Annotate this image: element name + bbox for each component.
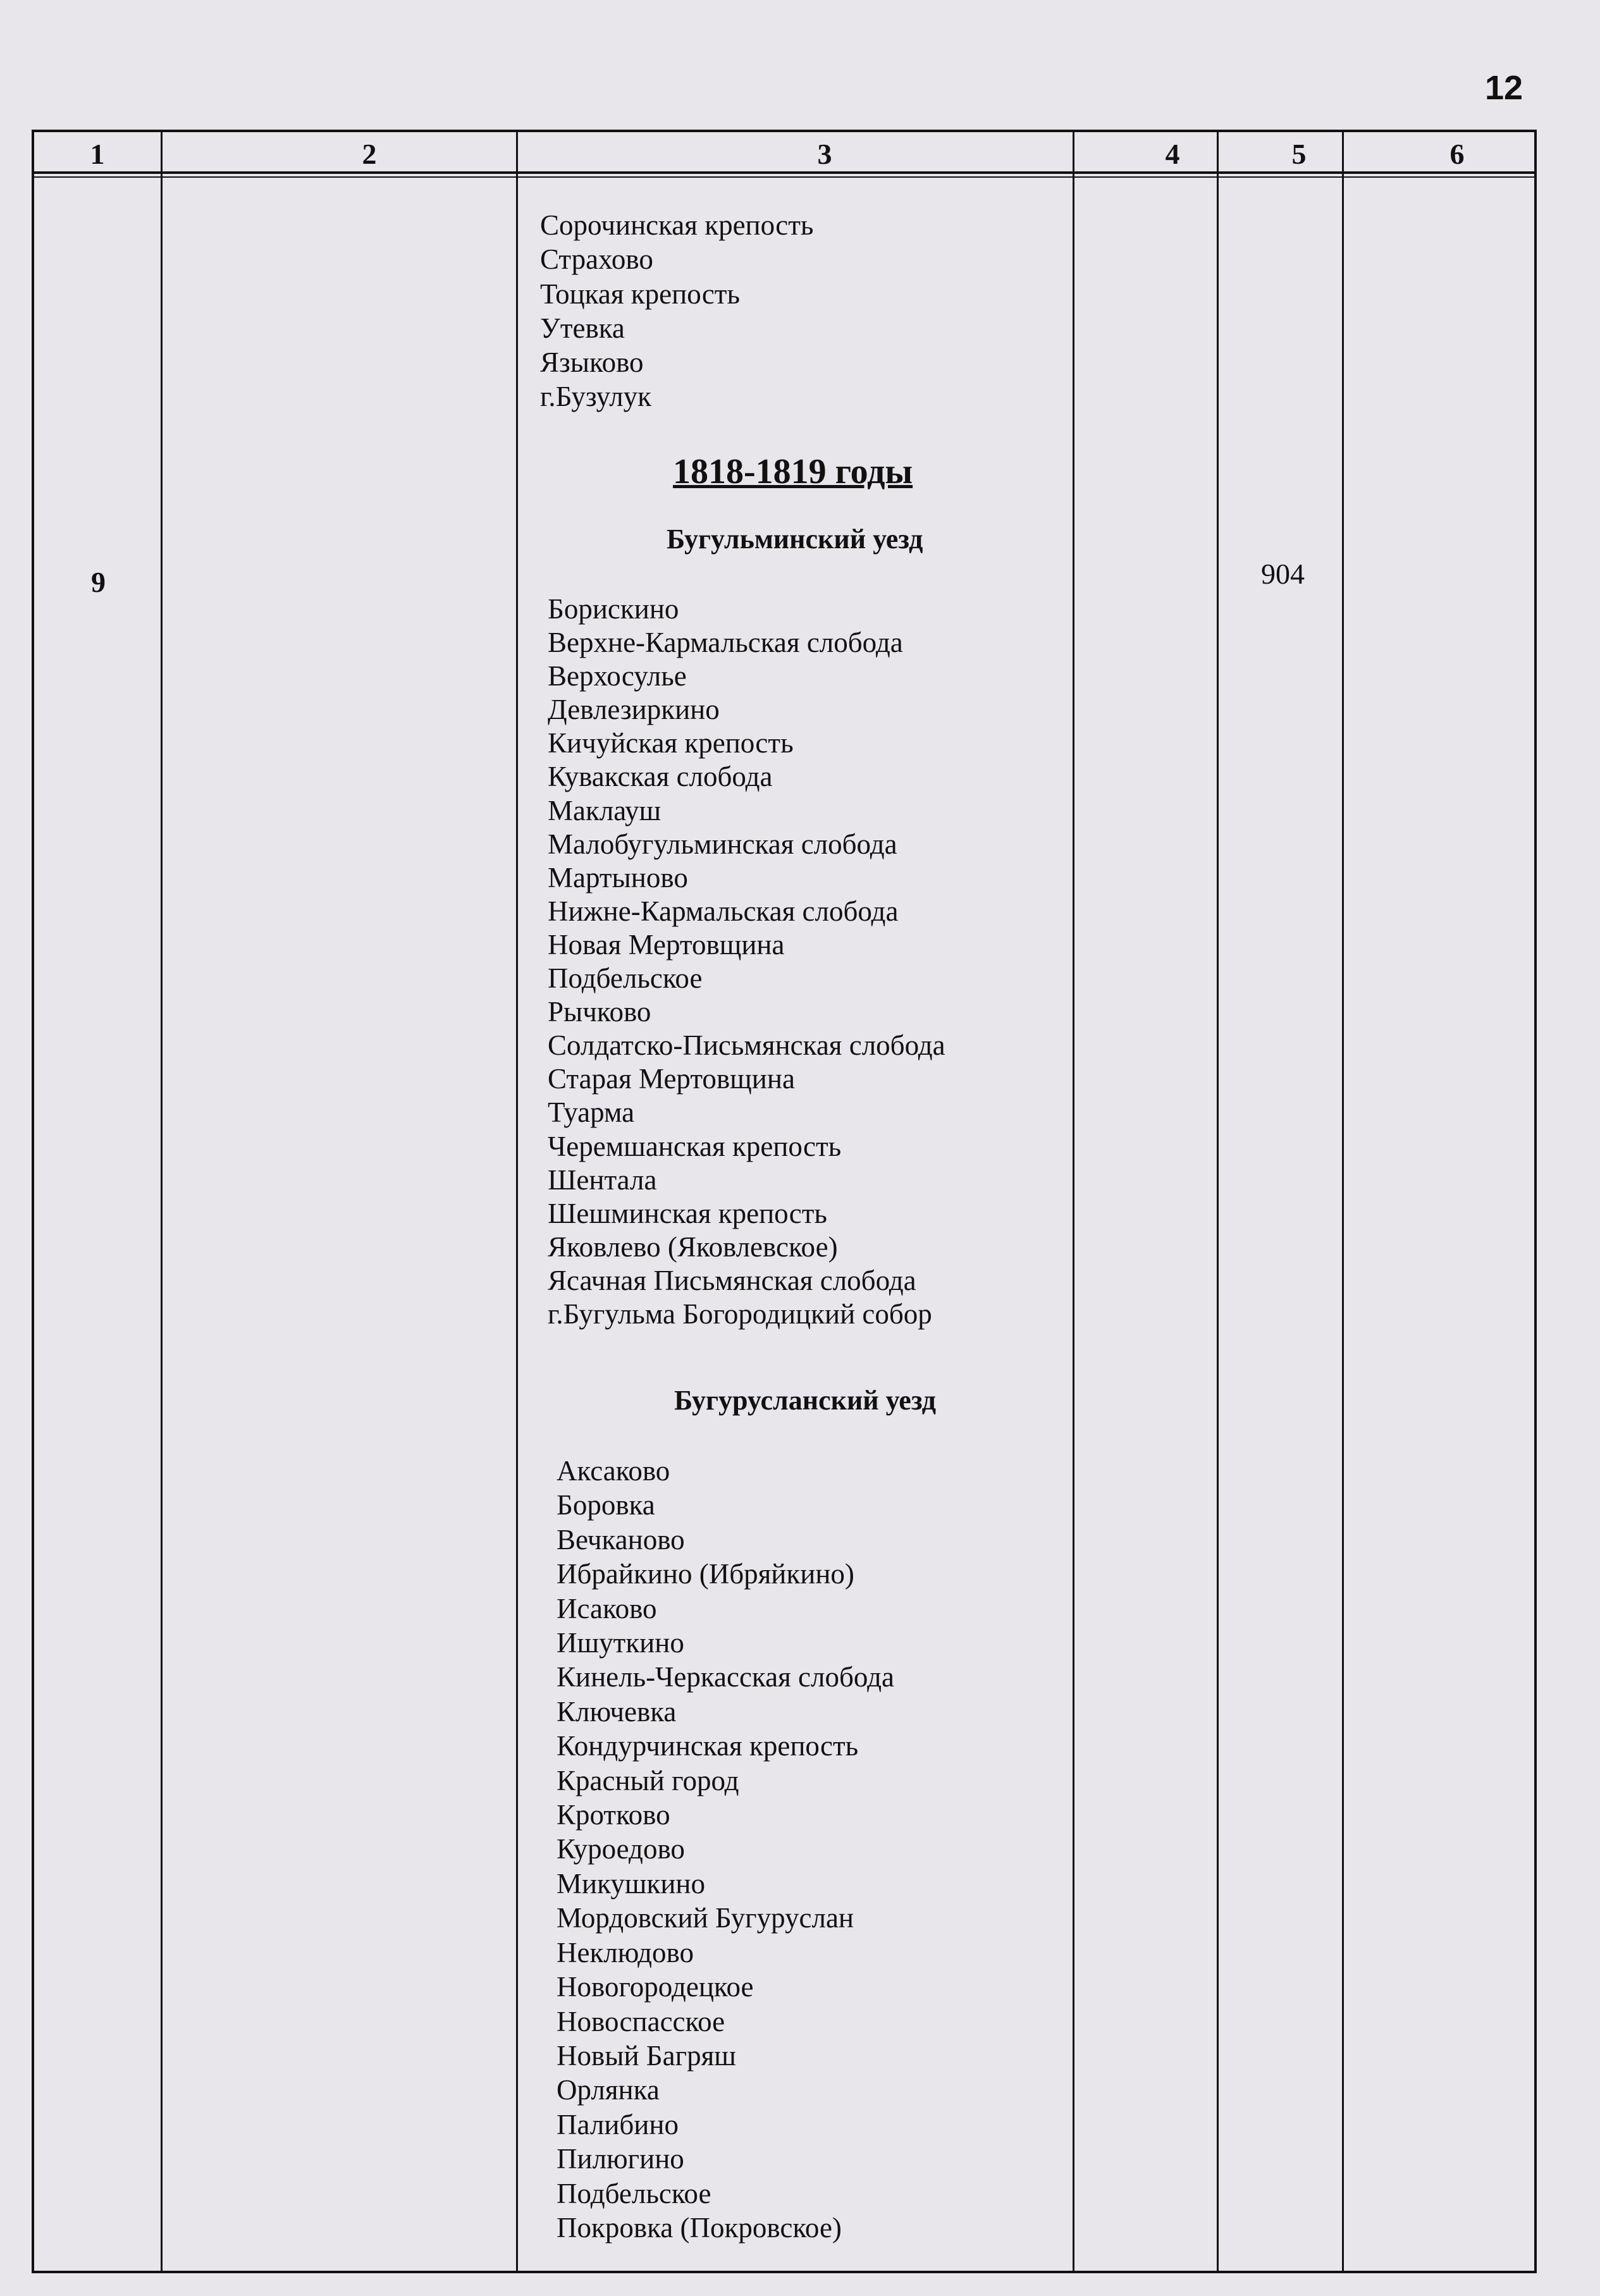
column-header-6: 6 [1449,138,1465,170]
list-item: Туарма [548,1096,635,1129]
list-item: Черемшанская крепость [548,1130,842,1162]
column-5-value: 904 [1261,558,1305,590]
list-item: Кинель-Черкасская слобода [557,1661,894,1693]
continued-place-list [540,208,813,414]
column-divider-5 [1342,132,1344,2271]
list-item: Яковлево (Яковлевское) [548,1231,838,1263]
list-item: Малобугульминская слобода [548,828,897,860]
list-item: Микушкино [557,1867,705,1900]
column-divider-2 [516,132,518,2271]
column-header-5: 5 [1291,138,1307,170]
list-item: г.Бузулук [540,381,652,413]
column-header-4: 4 [1165,138,1180,170]
list-item: Мартыново [548,861,688,893]
list-item: Маклауш [548,794,662,826]
list-item: Куроедово [557,1833,685,1865]
list-item: Борискино [548,593,679,625]
column-divider-4 [1217,132,1219,2271]
uezd-heading-bugulma: Бугульминский уезд [667,524,923,555]
list-item: г.Бугульма Богородицкий собор [548,1298,932,1330]
list-item: Мордовский Бугуруслан [557,1902,854,1934]
period-heading: 1818-1819 годы [673,452,913,491]
list-item: Новый Багряш [557,2039,736,2072]
column-header-1: 1 [90,138,105,170]
table-header-row [34,132,1534,174]
list-item: Ибрайкино (Ибряйкино) [557,1558,854,1590]
list-item: Кичуйская крепость [548,727,794,759]
header-double-rule [34,176,1534,178]
list-item: Шешминская крепость [548,1197,827,1229]
list-item: Исаково [557,1592,657,1624]
list-item: Вечканово [557,1523,685,1556]
list-item: Языково [540,347,644,379]
list-item: Ключевка [557,1695,677,1728]
bugulma-place-list [548,592,945,1331]
list-item: Шентала [548,1163,657,1196]
list-item: Новая Мертовщина [548,928,785,961]
row-number: 9 [91,566,106,598]
list-item: Палибино [557,2108,679,2140]
column-divider-1 [161,132,163,2271]
register-table [32,130,1537,2273]
list-item: Утевка [540,312,625,344]
buguruslan-place-list [557,1454,894,2245]
list-item: Орлянка [557,2074,660,2106]
list-item: Боровка [557,1489,655,1521]
list-item: Новоспасское [557,2005,725,2037]
uezd-heading-buguruslan: Бугурусланский уезд [674,1385,936,1416]
list-item: Кондурчинская крепость [557,1730,859,1762]
column-header-3: 3 [817,138,832,170]
list-item: Подбельское [557,2177,711,2209]
list-item: Аксаково [557,1455,670,1487]
list-item: Верхне-Кармальская слобода [548,627,903,659]
column-header-2: 2 [362,138,377,170]
list-item: Нижне-Кармальская слобода [548,895,899,927]
list-item: Рычково [548,996,651,1028]
list-item: Девлезиркино [548,694,720,726]
page-number: 12 [1485,69,1523,107]
column-divider-3 [1073,132,1074,2271]
list-item: Ясачная Письмянская слобода [548,1264,916,1296]
list-item: Новогородецкое [557,1971,754,2003]
list-item: Верхосулье [548,660,687,692]
list-item: Солдатско-Письмянская слобода [548,1029,945,1062]
list-item: Тоцкая крепость [540,278,740,310]
list-item: Страхово [540,243,653,276]
list-item: Неклюдово [557,1936,694,1968]
list-item: Сорочинская крепость [540,209,814,241]
list-item: Кротково [557,1799,670,1831]
list-item: Ишуткино [557,1627,684,1659]
list-item: Подбельское [548,962,703,995]
list-item: Красный город [557,1764,739,1796]
list-item: Старая Мертовщина [548,1063,795,1095]
list-item: Пилюгино [557,2143,684,2175]
list-item: Кувакская слобода [548,761,773,793]
list-item: Покровка (Покровское) [557,2211,842,2244]
